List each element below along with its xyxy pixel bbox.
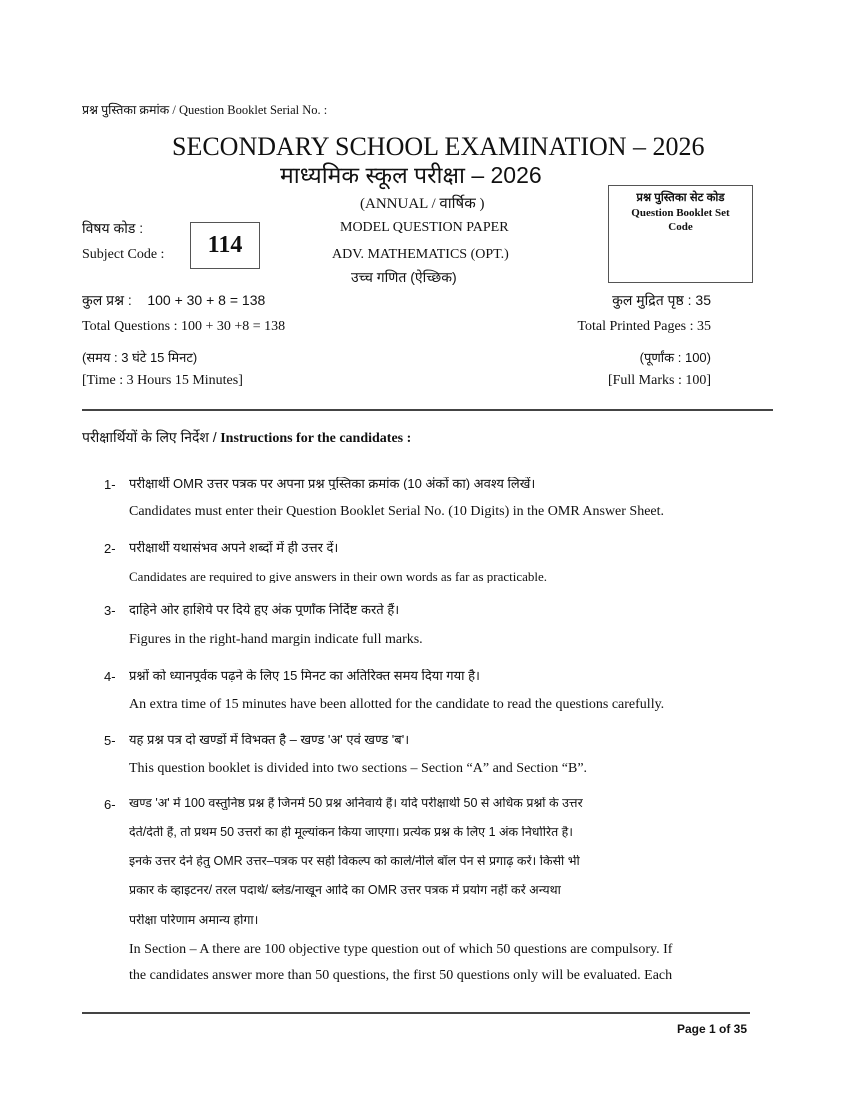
time-en: [Time : 3 Hours 15 Minutes] bbox=[82, 373, 243, 388]
item-number: 5- bbox=[104, 733, 116, 748]
paper-type: MODEL QUESTION PAPER bbox=[340, 220, 509, 235]
instruction-text-hi: यह प्रश्न पत्र दो खण्डों में विभक्त है – खण्ड 'अ' एवं खण्ड 'ब'। bbox=[129, 733, 410, 746]
instruction-text-en: An extra time of 15 minutes have been allotted for the candidate to read the questions carefully. bbox=[129, 698, 665, 712]
instruction-text-en: This question booklet is divided into two sections – Section “A” and Section “B”. bbox=[129, 762, 588, 776]
item-number: 4- bbox=[104, 669, 116, 684]
instruction-text-hi: परीक्षार्थी यथासंभव अपने शब्दों में ही उत्तर दें। bbox=[129, 541, 339, 554]
instruction-text-hi: खण्ड 'अ' में 100 वस्तुनिष्ठ प्रश्न हैं जिनमें 50 प्रश्न अनिवार्य हैं। यदि परीक्षार्थी 50 से अधिक प्रश्नों के उत्तर bbox=[129, 797, 583, 810]
full-marks-hi: (पूर्णांक : 100) bbox=[639, 350, 711, 365]
instruction-text-hi: प्रश्नों को ध्यानपूर्वक पढ़ने के लिए 15 मिनट का अतिरिक्त समय दिया गया है। bbox=[129, 669, 480, 682]
booklet-set-code-box bbox=[608, 185, 753, 283]
annual-label: (ANNUAL / वार्षिक ) bbox=[360, 196, 485, 212]
total-questions-en: Total Questions : 100 + 30 +8 = 138 bbox=[82, 319, 286, 334]
subject-name-en: ADV. MATHEMATICS (OPT.) bbox=[332, 247, 509, 262]
instructions-heading bbox=[82, 430, 411, 446]
item-number: 2- bbox=[104, 541, 116, 556]
exam-title-hi: माध्यमिक स्कूल परीक्षा – 2026 bbox=[280, 162, 542, 188]
instruction-text-en: In Section – A there are 100 objective type question out of which 50 questions are compulsory. If bbox=[129, 943, 673, 957]
item-number: 1- bbox=[104, 477, 116, 492]
instruction-text-en: the candidates answer more than 50 questions, the first 50 questions only will be evaluated. Each bbox=[129, 969, 673, 983]
full-marks-en: [Full Marks : 100] bbox=[607, 373, 711, 388]
printed-pages-en: Total Printed Pages : 35 bbox=[577, 319, 711, 334]
time-hi: (समय : 3 घंटे 15 मिनट) bbox=[82, 350, 198, 365]
printed-pages-hi: कुल मुद्रित पृष्ठ : 35 bbox=[612, 292, 711, 308]
page-number: Page 1 of 35 bbox=[676, 1022, 747, 1036]
instruction-text-en: Figures in the right-hand margin indicate full marks. bbox=[129, 633, 423, 647]
item-number: 6- bbox=[104, 797, 116, 812]
subject-code-label-en: Subject Code : bbox=[82, 247, 165, 262]
total-questions-hi: कुल प्रश्न : 100 + 30 + 8 = 138 bbox=[82, 292, 266, 308]
subject-code-box bbox=[190, 222, 260, 269]
exam-title-en: SECONDARY SCHOOL EXAMINATION – 2026 bbox=[172, 132, 705, 161]
instruction-text-hi: प्रकार के व्हाइटनर/ तरल पदार्थ/ ब्लेड/नाखून आदि का OMR उत्तर पत्रक में प्रयोग नहीं करें अन्यथा bbox=[129, 884, 561, 897]
set-code-label-hi: प्रश्न पुस्तिका सेट कोड bbox=[636, 192, 725, 204]
instruction-text-hi: परीक्षार्थी OMR उत्तर पत्रक पर अपना प्रश्न पुस्तिका क्रमांक (10 अंकों का) अवश्य लिखें। bbox=[129, 477, 536, 490]
footer-divider bbox=[82, 1012, 750, 1014]
header-divider bbox=[82, 409, 773, 411]
instruction-text-hi: देते/देती हैं, तो प्रथम 50 उत्तरों का ही मूल्यांकन किया जाएगा। प्रत्येक प्रश्न के लिए 1 अंक निर्धारित है। bbox=[129, 826, 574, 839]
instruction-text-hi: दाहिने ओर हाशिये पर दिये हुए अंक पूर्णांक निर्दिष्ट करते हैं। bbox=[129, 603, 400, 616]
instructions-heading-en: Instructions for the candidates : bbox=[220, 431, 412, 446]
subject-code-label-hi: विषय कोड : bbox=[82, 220, 144, 236]
set-code-label-en: Question Booklet Set Code bbox=[631, 207, 730, 233]
subject-name-hi: उच्च गणित (ऐच्छिक) bbox=[351, 269, 457, 285]
instruction-text-hi: परीक्षा परिणाम अमान्य होगा। bbox=[129, 914, 259, 927]
instructions-heading-hi: परीक्षार्थियों के लिए निर्देश / bbox=[82, 429, 217, 445]
instruction-text-hi: इनके उत्तर देने हेतु OMR उत्तर–पत्रक पर सही विकल्प को काले/नीले बॉल पेन से प्रगाढ़ करें। किसी भी bbox=[129, 855, 580, 868]
serial-number-label: प्रश्न पुस्तिका क्रमांक / Question Booklet Serial No. : bbox=[82, 103, 328, 117]
item-number: 3- bbox=[104, 603, 116, 618]
instruction-text-en: Candidates are required to give answers in their own words as far as practicable. bbox=[129, 570, 548, 583]
instruction-text-en: Candidates must enter their Question Booklet Serial No. (10 Digits) in the OMR Answer Sheet. bbox=[129, 505, 665, 519]
subject-code-value: 114 bbox=[207, 232, 243, 258]
